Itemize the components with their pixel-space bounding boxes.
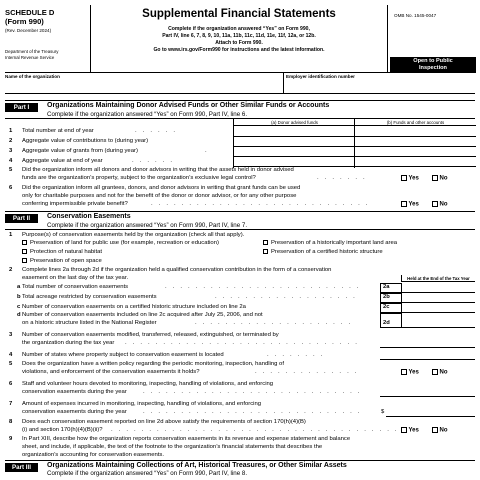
value-2d[interactable] (401, 313, 475, 328)
instruction-line-4: Go to www.irs.gov/Form990 for instructions and the latest information. (153, 47, 325, 53)
no-label: No (439, 369, 448, 376)
checkbox-icon[interactable] (263, 249, 268, 254)
leader-dots: . . . . . . . (317, 175, 367, 181)
instruction-line-3: Attach to Form 990. (215, 40, 263, 46)
sub-letter: d (17, 312, 21, 318)
leader-dots: . (205, 148, 209, 154)
line6-text-a: Staff and volunteer hours devoted to monitoring, inspecting, handling of violations, and enforcing (22, 381, 274, 387)
checkbox-icon[interactable] (263, 240, 268, 245)
part1-title: Organizations Maintaining Donor Advised Funds or Other Similar Funds or Accounts (47, 102, 330, 109)
form-title: Supplemental Financial Statements (142, 8, 336, 20)
value-2c[interactable] (401, 303, 475, 313)
purpose-1-label: Preservation of land for public use (for example, recreation or education) (30, 240, 219, 246)
part1-line5-no[interactable] (432, 175, 448, 182)
line4-entry[interactable] (380, 359, 475, 360)
leader-dots: . . . . . . . . (267, 352, 325, 358)
line-text: Total number at end of year (22, 128, 94, 134)
leader-dots: . . . . . . . . . . . . . . . . . . . . . . . . . . . . . (151, 201, 370, 207)
schedule-label: SCHEDULE D (5, 8, 55, 17)
checkbox-icon[interactable] (22, 240, 27, 245)
line2b-text: Total acreage restricted by conservation easements (22, 294, 157, 300)
leader-dots: . . . . . . . . . . . . . . . . . . . . . . . . . . (165, 284, 361, 290)
sub-letter: c (17, 304, 21, 310)
line-number: 5 (9, 167, 13, 173)
instruction-line-1: Complete if the organization answered “Yes” on Form 990, (168, 26, 310, 32)
line2c-text: Number of conservation easements on a certified historic structure included on line 2a (22, 304, 246, 310)
organization-row (5, 73, 475, 94)
leader-dots: . . . . . . . . . . . . . . (255, 369, 359, 375)
yes-label: Yes (408, 427, 419, 434)
line7-text-a: Amount of expenses incurred in monitoring, inspecting, handling of violations, and enforcing (22, 401, 262, 407)
leader-dots: . . . . . . . . . . . . . . . . . . . . . . . . . . . . . . . (125, 340, 360, 346)
part2-header (5, 211, 475, 230)
cell-4a[interactable] (234, 157, 355, 167)
purpose-option-4[interactable] (263, 240, 397, 247)
form-id-block (5, 5, 91, 73)
line2-text-a: Complete lines 2a through 2d if the organization held a qualified conservation contribution in the form of a conservation (22, 267, 332, 273)
part2-subtitle: Complete if the organization answered “Yes” on Form 990, Part IV, line 7. (47, 222, 248, 229)
instruction-line-2: Part IV, line 6, 7, 8, 9, 10, 11a, 11b, 11c, 11d, 11e, 11f, 12a, or 12b. (162, 33, 316, 39)
open-line-1: Open to Public (413, 58, 453, 64)
line3-text-a: Number of conservation easements modified, transferred, released, extinguished, or terminated by (22, 332, 279, 338)
revision-date: (Rev. December 2024) (5, 28, 52, 33)
line2d-text-b: on a historic structure listed in the National Register (22, 320, 157, 326)
checkbox-icon[interactable] (22, 258, 27, 263)
line-number: 6 (9, 381, 13, 387)
line-text: Aggregate value at end of year (22, 158, 103, 164)
line2-text-b: easement on the last day of the tax year. (22, 275, 129, 281)
line-number: 1 (9, 232, 13, 238)
line5-text-a: Does the organization have a written policy regarding the periodic monitoring, inspection, handling of (22, 361, 284, 367)
irs-label: Internal Revenue Service (5, 55, 55, 60)
leader-dots: . . . . . . (132, 158, 175, 164)
line-number: 4 (9, 158, 13, 164)
leader-dots: . . . . . . . . . . . . . . . . . . . . . . . . . . . . . (143, 409, 362, 415)
line-number: 8 (9, 419, 13, 425)
line3-text-b: the organization during the tax year (22, 340, 115, 346)
held-header: Held at the End of the Tax Year (401, 275, 475, 282)
line6-text-c: conferring impermissible private benefit? (22, 201, 128, 207)
leader-dots: . . . . . . . . . . . . . . . . . . . . . . . . . . . . . . . . . . . . . . (111, 427, 399, 433)
checkbox-icon[interactable] (432, 201, 438, 207)
line6-entry[interactable] (380, 396, 475, 397)
purpose-3-checkbox[interactable] (22, 258, 102, 265)
leader-dots: . . . . . . (135, 128, 178, 134)
line-number: 2 (9, 138, 13, 144)
open-to-public-badge (390, 57, 476, 73)
line-number: 3 (9, 332, 13, 338)
form-title-block (91, 5, 387, 73)
line9-text-a: In Part XIII, describe how the organization reports conservation easements in its revenue and expense statement and balance (22, 436, 351, 442)
checkbox-icon[interactable] (401, 201, 407, 207)
form-label: (Form 990) (5, 17, 44, 26)
part3-title: Organizations Maintaining Collections of Art, Historical Treasures, or Other Similar Assets (47, 462, 347, 469)
sub-letter: a (17, 284, 21, 290)
line1-text: Purpose(s) of conservation easements held by the organization (check all that apply). (22, 232, 245, 238)
line6-text-a: Did the organization inform all grantees, donors, and donor advisors in writing that grant funds can be used (22, 185, 301, 191)
checkbox-icon[interactable] (432, 427, 438, 433)
form-header (5, 5, 475, 73)
yes-label: Yes (408, 369, 419, 376)
part1-line6-yes[interactable] (401, 201, 419, 208)
yes-label: Yes (408, 175, 419, 182)
part2-line5-yes[interactable] (401, 369, 419, 376)
no-label: No (439, 175, 448, 182)
part1-line6-no[interactable] (432, 201, 448, 208)
line6-text-b: only for charitable purposes and not for the benefit of the donor or donor advisor, or for any other purpose (22, 193, 297, 199)
line2d-text-a: Number of conservation easements included on line 2c acquired after July 25, 2006, and not (22, 312, 263, 318)
checkbox-icon[interactable] (401, 175, 407, 181)
part2-title: Conservation Easements (47, 213, 131, 220)
purpose-2-label: Protection of natural habitat (30, 249, 103, 255)
line-number: 6 (9, 185, 13, 191)
part1-tag: Part I (5, 103, 38, 112)
line-number: 3 (9, 148, 13, 154)
col-a-header: (a) Donor advised funds (234, 119, 355, 126)
cell-4b[interactable] (355, 157, 476, 167)
purpose-5-label: Preservation of a certified historic structure (271, 249, 383, 255)
cell-2b[interactable] (355, 137, 476, 147)
purpose-3-label: Preservation of open space (30, 258, 102, 264)
org-name-label: Name of the organization (5, 74, 60, 79)
part2-line5-no[interactable] (432, 369, 448, 376)
line7-text-b: conservation easements during the year (22, 409, 127, 415)
line-number: 7 (9, 401, 13, 407)
part1-line5-yes[interactable] (401, 175, 419, 182)
line5-text-b: funds are the organization’s property, subject to the organization’s exclusive legal control? (22, 175, 256, 181)
line-number: 1 (9, 128, 13, 134)
open-line-2: Inspection (419, 64, 447, 71)
part1-table (233, 119, 475, 168)
ein-label: Employer identification number (283, 73, 355, 94)
part1-subtitle: Complete if the organization answered “Yes” on Form 990, Part IV, line 6. (47, 111, 248, 118)
cell-1b[interactable] (355, 127, 476, 137)
line9-text-c: organization’s accounting for conservation easements. (22, 452, 165, 458)
department-label: Department of the Treasury (5, 49, 59, 54)
col-a (233, 119, 354, 168)
label-2b: 2b (380, 293, 401, 303)
cell-2a[interactable] (234, 137, 355, 147)
line6-text-b: conservation easements during the year (22, 389, 127, 395)
value-2a[interactable] (401, 283, 475, 293)
checkbox-icon[interactable] (401, 427, 407, 433)
line9-text-b: sheet, and include, if applicable, the text of the footnote to the organization’s financial statements that describes the (22, 444, 323, 450)
purpose-4-label: Preservation of a historically important land area (271, 240, 398, 246)
leader-dots: . . . . . . . . . . . . . . . . . . . . . (195, 320, 353, 326)
label-2c: 2c (380, 303, 401, 313)
label-2a: 2a (380, 283, 401, 293)
omb-number: OMB No. 1545-0047 (394, 13, 437, 18)
dollar-sign: $ (381, 409, 385, 415)
leader-dots: . . . . . . . . . . . . . . . . . . . . . . . . . . . . . (143, 389, 362, 395)
line-text: Aggregate value of grants from (during year) (22, 148, 138, 154)
part3-tag: Part III (5, 463, 38, 472)
omb-block (387, 5, 475, 73)
checkbox-icon[interactable] (432, 369, 438, 375)
part2-tag: Part II (5, 214, 38, 223)
part3-subtitle: Complete if the organization answered “Yes” on Form 990, Part IV, line 8. (47, 470, 248, 477)
held-table (380, 275, 475, 328)
sub-letter: b (17, 294, 21, 300)
line4-text: Number of states where property subject to conservation easement is located (22, 352, 224, 358)
col-b (354, 119, 475, 168)
cell-3a[interactable] (234, 147, 355, 157)
line8-text-b: (i) and section 170(h)(4)(B)(ii)? (22, 427, 103, 433)
line-number: 2 (9, 267, 13, 273)
purpose-option-5[interactable] (263, 249, 383, 256)
schedule-d-form (5, 5, 475, 477)
no-label: No (439, 201, 448, 208)
line5-text-b: violations, and enforcement of the conservation easements it holds? (22, 369, 200, 375)
no-label: No (439, 427, 448, 434)
line7-entry[interactable] (386, 416, 475, 417)
line2a-text: Total number of conservation easements (22, 284, 129, 290)
line3-entry[interactable] (380, 347, 475, 348)
line-number: 9 (9, 436, 13, 442)
line-text: Aggregate value of contributions to (during year) (22, 138, 149, 144)
leader-dots: . . . . . . . . . . . . . . . . . . . (215, 294, 357, 300)
yes-label: Yes (408, 201, 419, 208)
purpose-2-checkbox[interactable] (22, 249, 102, 256)
checkbox-icon[interactable] (401, 369, 407, 375)
checkbox-icon[interactable] (432, 175, 438, 181)
checkbox-icon[interactable] (22, 249, 27, 254)
part2-line8-yes[interactable] (401, 427, 419, 434)
cell-1a[interactable] (234, 127, 355, 137)
line-number: 5 (9, 361, 13, 367)
cell-3b[interactable] (355, 147, 476, 157)
line-number: 4 (9, 352, 13, 358)
purpose-1-checkbox[interactable] (22, 240, 219, 247)
part2-line8-no[interactable] (432, 427, 448, 434)
label-2d: 2d (380, 313, 401, 328)
line8-text-a: Does each conservation easement reported on line 2d above satisfy the requirements of section 170(h)(4)(B) (22, 419, 306, 425)
part1-header (5, 100, 475, 119)
value-2b[interactable] (401, 293, 475, 303)
col-b-header: (b) Funds and other accounts (355, 119, 476, 126)
part3-header (5, 460, 475, 477)
line5-text-a: Did the organization inform all donors and donor advisors in writing that the assets held in donor advised (22, 167, 294, 173)
